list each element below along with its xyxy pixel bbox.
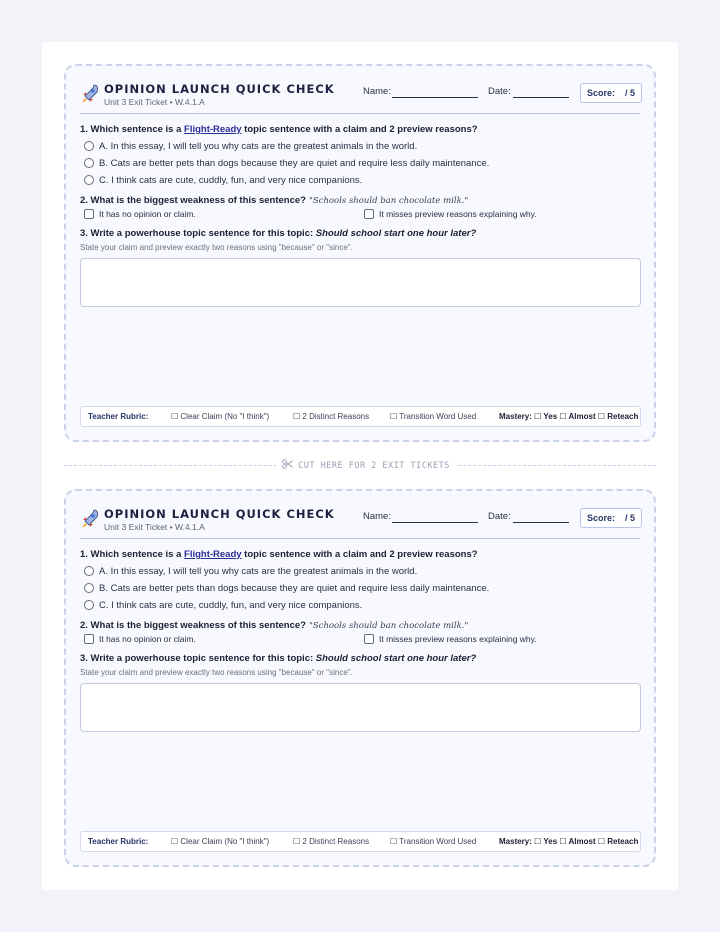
question-1 bbox=[80, 549, 478, 560]
checkbox[interactable] bbox=[84, 634, 94, 644]
checkbox[interactable] bbox=[84, 209, 94, 219]
choice-no-claim[interactable] bbox=[84, 634, 196, 644]
option-b[interactable] bbox=[84, 583, 489, 594]
rubric-mastery[interactable]: Mastery: ☐ Yes ☐ Almost ☐ Reteach bbox=[499, 412, 639, 421]
option-c[interactable] bbox=[84, 175, 362, 186]
question-3-instruction: State your claim and preview exactly two reasons using "because" or "since". bbox=[80, 668, 353, 677]
exit-ticket-1 bbox=[64, 64, 656, 442]
choice-no-reasons[interactable] bbox=[364, 209, 537, 219]
ticket-title: OPINION LAUNCH QUICK CHECK bbox=[104, 507, 335, 521]
worksheet-page bbox=[42, 42, 678, 890]
question-1-highlight: Flight-Ready bbox=[184, 124, 242, 135]
rubric-item-transition[interactable]: ☐ Transition Word Used bbox=[390, 837, 477, 846]
question-1-suffix: topic sentence with a claim and 2 preview reasons? bbox=[241, 549, 478, 560]
rocket-icon bbox=[80, 508, 100, 530]
question-3-topic: Should school start one hour later? bbox=[315, 653, 477, 664]
rubric-item-reasons[interactable]: ☐ 2 Distinct Reasons bbox=[293, 837, 370, 846]
question-1-prefix: 1. Which sentence is a bbox=[80, 124, 185, 135]
question-1 bbox=[80, 124, 478, 135]
rubric-item-claim[interactable]: ☐ Clear Claim (No "I think") bbox=[171, 412, 270, 421]
question-3 bbox=[80, 653, 476, 664]
score-value: / 5 bbox=[624, 88, 635, 98]
question-2-text: 2. What is the biggest weakness of this sentence? bbox=[80, 620, 306, 631]
radio-button[interactable] bbox=[84, 566, 94, 576]
checkbox[interactable] bbox=[364, 634, 374, 644]
rubric-label: Teacher Rubric: bbox=[88, 837, 149, 846]
rubric-mastery[interactable]: Mastery: ☐ Yes ☐ Almost ☐ Reteach bbox=[499, 837, 639, 846]
option-label: A. In this essay, I will tell you why cats are the greatest animals in the world. bbox=[99, 566, 418, 577]
ticket-subtitle: Unit 3 Exit Ticket • W.4.1.A bbox=[104, 522, 205, 532]
choice-no-claim[interactable] bbox=[84, 209, 196, 219]
score-label: Score: bbox=[587, 513, 616, 523]
checkbox[interactable] bbox=[364, 209, 374, 219]
date-field[interactable] bbox=[513, 522, 569, 523]
date-field[interactable] bbox=[513, 97, 569, 98]
rubric-item-claim[interactable]: ☐ Clear Claim (No "I think") bbox=[171, 837, 270, 846]
radio-button[interactable] bbox=[84, 175, 94, 185]
name-field[interactable] bbox=[392, 97, 478, 98]
question-1-suffix: topic sentence with a claim and 2 preview reasons? bbox=[241, 124, 478, 135]
cut-text: CUT HERE FOR 2 EXIT TICKETS bbox=[298, 461, 450, 471]
rubric-item-transition[interactable]: ☐ Transition Word Used bbox=[390, 412, 477, 421]
choice-label: It misses preview reasons explaining why. bbox=[379, 209, 537, 219]
choice-no-reasons[interactable] bbox=[364, 634, 537, 644]
rocket-icon bbox=[80, 83, 100, 105]
radio-button[interactable] bbox=[84, 583, 94, 593]
choice-label: It has no opinion or claim. bbox=[99, 209, 196, 219]
date-label: Date: bbox=[488, 511, 511, 522]
ticket-header bbox=[80, 80, 640, 114]
question-2-quote: "Schools should ban chocolate milk." bbox=[308, 196, 469, 206]
question-3-text: 3. Write a powerhouse topic sentence for this topic: bbox=[80, 653, 314, 664]
name-field[interactable] bbox=[392, 522, 478, 523]
ticket-header bbox=[80, 505, 640, 539]
option-label: B. Cats are better pets than dogs because they are quiet and require less daily maintenance. bbox=[99, 158, 490, 169]
score-label: Score: bbox=[587, 88, 616, 98]
question-2 bbox=[80, 195, 468, 206]
option-label: C. I think cats are cute, cuddly, fun, and very nice companions. bbox=[99, 600, 363, 611]
score-box bbox=[580, 508, 642, 528]
option-a[interactable] bbox=[84, 566, 417, 577]
question-2 bbox=[80, 620, 468, 631]
rubric-item-reasons[interactable]: ☐ 2 Distinct Reasons bbox=[293, 412, 370, 421]
option-label: A. In this essay, I will tell you why cats are the greatest animals in the world. bbox=[99, 141, 418, 152]
name-label: Name: bbox=[363, 86, 391, 97]
radio-button[interactable] bbox=[84, 141, 94, 151]
option-b[interactable] bbox=[84, 158, 489, 169]
ticket-subtitle: Unit 3 Exit Ticket • W.4.1.A bbox=[104, 97, 205, 107]
choice-label: It has no opinion or claim. bbox=[99, 634, 196, 644]
answer-box[interactable] bbox=[80, 683, 641, 732]
date-label: Date: bbox=[488, 86, 511, 97]
choice-label: It misses preview reasons explaining why. bbox=[379, 634, 537, 644]
teacher-rubric bbox=[80, 406, 641, 427]
scissors-icon bbox=[282, 459, 294, 469]
question-3 bbox=[80, 228, 476, 239]
option-a[interactable] bbox=[84, 141, 417, 152]
exit-ticket-2 bbox=[64, 489, 656, 867]
option-label: B. Cats are better pets than dogs because they are quiet and require less daily maintenance. bbox=[99, 583, 490, 594]
radio-button[interactable] bbox=[84, 158, 94, 168]
rubric-label: Teacher Rubric: bbox=[88, 412, 149, 421]
name-label: Name: bbox=[363, 511, 391, 522]
option-c[interactable] bbox=[84, 600, 362, 611]
radio-button[interactable] bbox=[84, 600, 94, 610]
option-label: C. I think cats are cute, cuddly, fun, and very nice companions. bbox=[99, 175, 363, 186]
answer-box[interactable] bbox=[80, 258, 641, 307]
question-1-highlight: Flight-Ready bbox=[184, 549, 242, 560]
score-box bbox=[580, 83, 642, 103]
question-2-quote: "Schools should ban chocolate milk." bbox=[308, 621, 469, 631]
question-3-topic: Should school start one hour later? bbox=[315, 228, 477, 239]
teacher-rubric bbox=[80, 831, 641, 852]
score-value: / 5 bbox=[624, 513, 635, 523]
ticket-title: OPINION LAUNCH QUICK CHECK bbox=[104, 82, 335, 96]
question-3-instruction: State your claim and preview exactly two reasons using "because" or "since". bbox=[80, 243, 353, 252]
cut-label bbox=[276, 459, 456, 473]
question-3-text: 3. Write a powerhouse topic sentence for this topic: bbox=[80, 228, 314, 239]
question-1-prefix: 1. Which sentence is a bbox=[80, 549, 185, 560]
question-2-text: 2. What is the biggest weakness of this sentence? bbox=[80, 195, 306, 206]
